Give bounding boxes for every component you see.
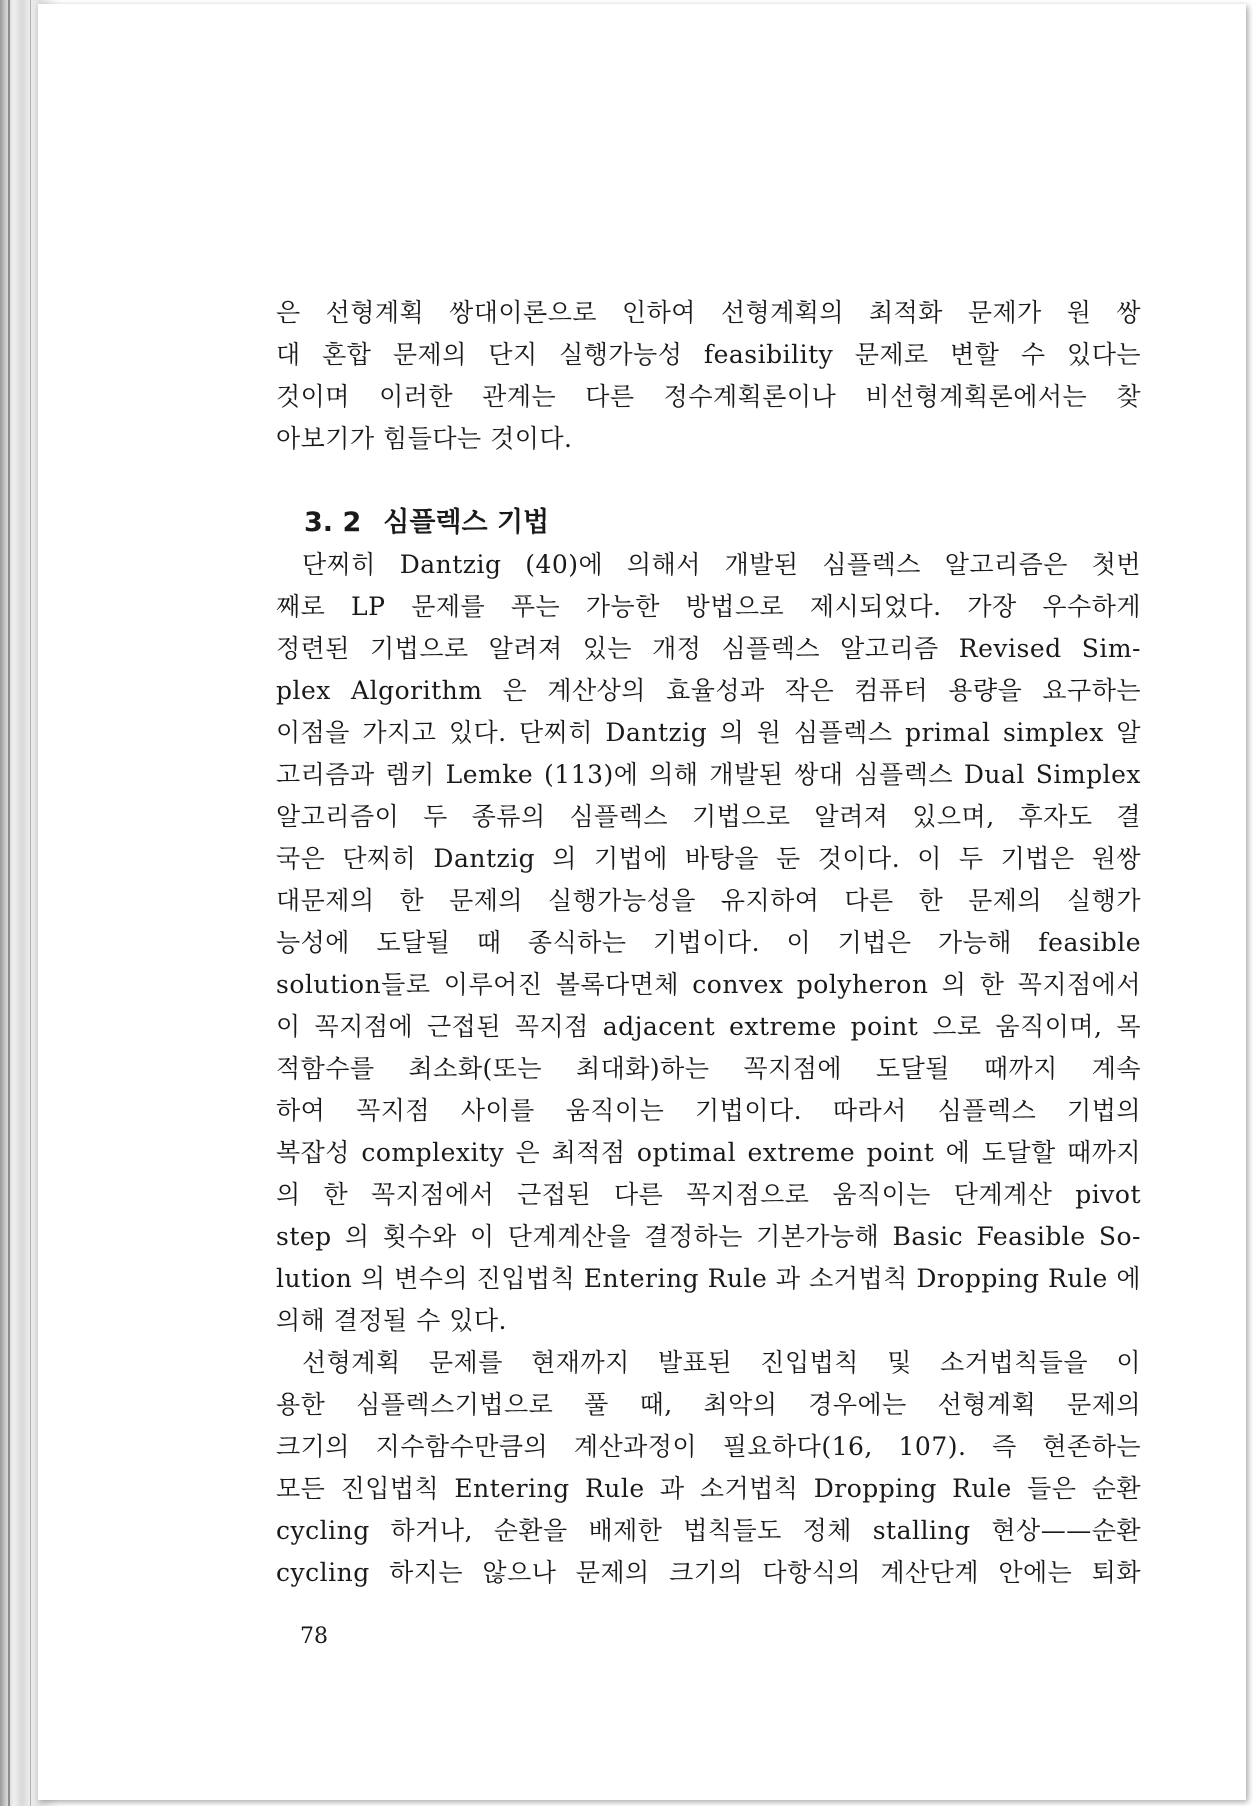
text-line: 의해 결정될 수 있다.: [276, 1306, 507, 1335]
book-page: [38, 4, 1246, 1800]
text-line: 선형계획 문제를 현재까지 발표된 진입법칙 및 소거법칙들을 이: [302, 1348, 1141, 1377]
section-heading: [276, 502, 1141, 544]
text-line: cycling 하거나, 순환을 배제한 법칙들도 정체 stalling 현상——순환: [276, 1516, 1141, 1545]
text-line: 은 선형계획 쌍대이론으로 인하여 선형계획의 최적화 문제가 원 쌍: [276, 298, 1141, 327]
paragraph-2: [276, 544, 1141, 1342]
text-line: 아보기가 힘들다는 것이다.: [276, 424, 573, 453]
text-line: 모든 진입법칙 Entering Rule 과 소거법칙 Dropping Rule 들은 순환: [276, 1474, 1141, 1503]
text-line: lution 의 변수의 진입법칙 Entering Rule 과 소거법칙 Dropping Rule 에: [276, 1264, 1141, 1293]
text-line: 의 한 꼭지점에서 근접된 다른 꼭지점으로 움직이는 단계계산 pivot: [276, 1180, 1141, 1209]
text-line: 대문제의 한 문제의 실행가능성을 유지하여 다른 한 문제의 실행가: [276, 886, 1141, 915]
text-line: 알고리즘이 두 종류의 심플렉스 기법으로 알려져 있으며, 후자도 결: [276, 802, 1141, 831]
text-line: step 의 횟수와 이 단계계산을 결정하는 기본가능해 Basic Feasible So-: [276, 1222, 1141, 1251]
paragraph-3: [276, 1342, 1141, 1594]
text-line: solution들로 이루어진 볼록다면체 convex polyheron 의 한 꼭지점에서: [276, 970, 1141, 999]
text-line: 단찌히 Dantzig (40)에 의해서 개발된 심플렉스 알고리즘은 첫번: [302, 550, 1141, 579]
text-line: 복잡성 complexity 은 최적점 optimal extreme point 에 도달할 때까지: [276, 1138, 1141, 1167]
text-line: 적함수를 최소화(또는 최대화)하는 꼭지점에 도달될 때까지 계속: [276, 1054, 1141, 1083]
text-line: plex Algorithm 은 계산상의 효율성과 작은 컴퓨터 용량을 요구하는: [276, 676, 1141, 705]
text-line: 대 혼합 문제의 단지 실행가능성 feasibility 문제로 변할 수 있다는: [276, 340, 1141, 369]
page-number: 78: [300, 1624, 328, 1649]
text-line: 정련된 기법으로 알려져 있는 개정 심플렉스 알고리즘 Revised Sim-: [276, 634, 1141, 663]
text-line: cycling 하지는 않으나 문제의 크기의 다항식의 계산단계 안에는 퇴화: [276, 1558, 1141, 1587]
text-line: 것이며 이러한 관계는 다른 정수계획론이나 비선형계획론에서는 찾: [276, 382, 1141, 411]
section-number: 3. 2: [304, 507, 362, 538]
text-line: 크기의 지수함수만큼의 계산과정이 필요하다(16, 107). 즉 현존하는: [276, 1432, 1141, 1461]
text-line: 능성에 도달될 때 종식하는 기법이다. 이 기법은 가능해 feasible: [276, 928, 1141, 957]
paragraph-1: [276, 292, 1141, 460]
text-line: 이점을 가지고 있다. 단찌히 Dantzig 의 원 심플렉스 primal simplex 알: [276, 718, 1141, 747]
section-title: 심플렉스 기법: [383, 507, 550, 538]
page-content: [276, 292, 1141, 1594]
text-line: 째로 LP 문제를 푸는 가능한 방법으로 제시되었다. 가장 우수하게: [276, 592, 1141, 621]
text-line: 하여 꼭지점 사이를 움직이는 기법이다. 따라서 심플렉스 기법의: [276, 1096, 1141, 1125]
text-line: 이 꼭지점에 근접된 꼭지점 adjacent extreme point 으로 움직이며, 목: [276, 1012, 1141, 1041]
text-line: 고리즘과 렘키 Lemke (113)에 의해 개발된 쌍대 심플렉스 Dual Simplex: [276, 760, 1141, 789]
text-line: 용한 심플렉스기법으로 풀 때, 최악의 경우에는 선형계획 문제의: [276, 1390, 1141, 1419]
text-line: 국은 단찌히 Dantzig 의 기법에 바탕을 둔 것이다. 이 두 기법은 원쌍: [276, 844, 1141, 873]
